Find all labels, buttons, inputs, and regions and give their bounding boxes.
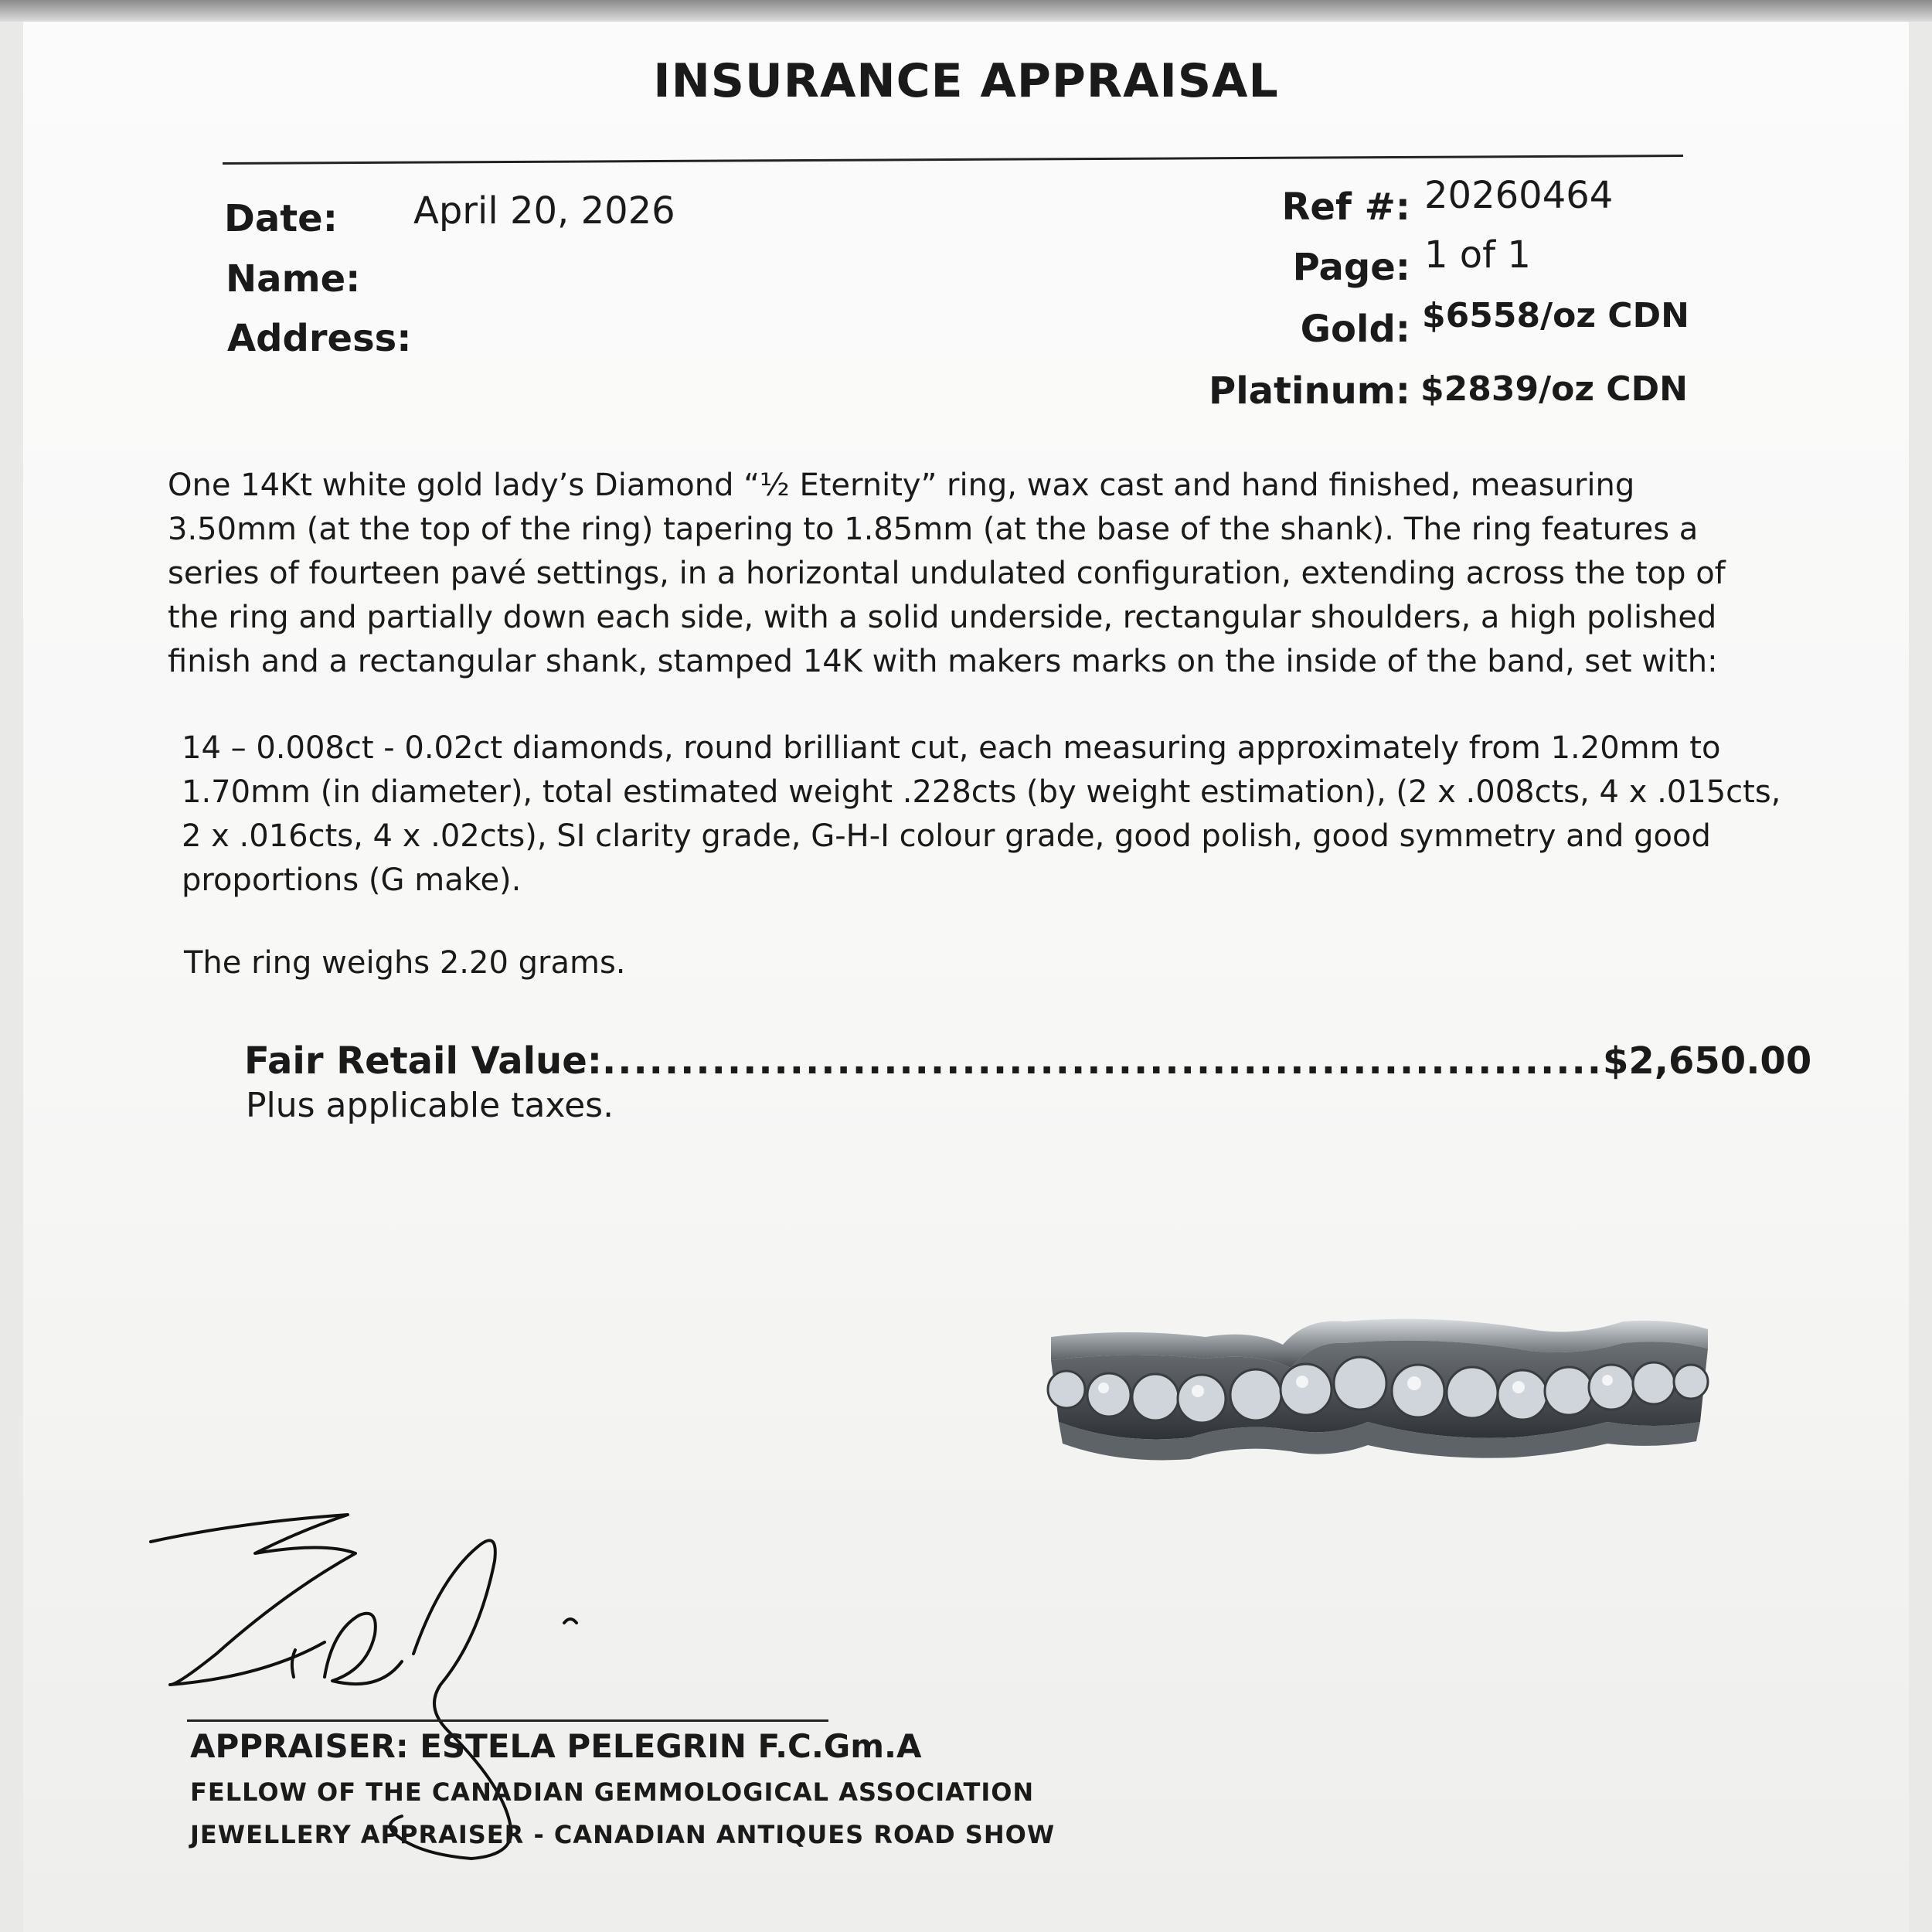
description-line: finish and a rectangular shank, stamped 14K with makers marks on the inside of the band, set with:: [168, 644, 1718, 679]
signature-mark: [147, 1499, 626, 1862]
page-label: Page:: [1292, 246, 1410, 289]
gold-value: $6558/oz CDN: [1422, 296, 1689, 335]
description-line: One 14Kt white gold lady’s Diamond “½ Eternity” ring, wax cast and hand finished, measuring: [168, 468, 1635, 503]
diamond-line: 14 – 0.008ct - 0.02ct diamonds, round brilliant cut, each measuring approximately from 1.20mm to: [182, 730, 1721, 766]
document-title: INSURANCE APPRAISAL: [653, 54, 1279, 108]
fair-retail-value: [244, 1039, 1811, 1083]
description-line: 3.50mm (at the top of the ring) tapering to 1.85mm (at the base of the shank). The ring features a: [168, 512, 1699, 547]
ring-description: [168, 464, 1726, 684]
page-value: 1 of 1: [1424, 233, 1531, 277]
platinum-value: $2839/oz CDN: [1420, 369, 1688, 409]
tax-note: Plus applicable taxes.: [246, 1086, 614, 1125]
diamond-line: proportions (G make).: [182, 862, 522, 898]
date-label: Date:: [224, 197, 338, 240]
description-line: series of fourteen pavé settings, in a horizontal undulated configuration, extending across the top of: [168, 556, 1726, 591]
appraiser-credential: FELLOW OF THE CANADIAN GEMMOLOGICAL ASSOCIATION: [190, 1777, 1035, 1807]
gold-label: Gold:: [1300, 308, 1410, 351]
date-value: April 20, 2026: [413, 189, 675, 233]
ring-photo: [1036, 1306, 1716, 1492]
diamond-details: [182, 726, 1781, 903]
fair-retail-label: Fair Retail Value:: [244, 1039, 602, 1083]
diamond-line: 1.70mm (in diameter), total estimated weight .228cts (by weight estimation), (2 x .008cts, 4 x .015cts,: [182, 774, 1781, 810]
photo-edge: [0, 0, 1932, 22]
address-label: Address:: [227, 317, 412, 360]
appraiser-name: APPRAISER: ESTELA PELEGRIN F.C.Gm.A: [190, 1727, 922, 1765]
description-line: the ring and partially down each side, with a solid underside, rectangular shoulders, a high polished: [168, 600, 1717, 635]
leader-dots: ................................................................: [601, 1039, 1603, 1083]
platinum-label: Platinum:: [1209, 369, 1410, 413]
appraiser-credential: JEWELLERY APPRAISER - CANADIAN ANTIQUES ROAD SHOW: [190, 1820, 1056, 1849]
ring-weight: The ring weighs 2.20 grams.: [184, 945, 626, 981]
signature-line: [187, 1719, 828, 1722]
fair-retail-amount: $2,650.00: [1602, 1039, 1812, 1083]
ref-value: 20260464: [1424, 174, 1614, 217]
name-label: Name:: [226, 257, 361, 301]
diamond-line: 2 x .016cts, 4 x .02cts), SI clarity grade, G-H-I colour grade, good polish, good symmetry and good: [182, 818, 1711, 854]
ref-label: Ref #:: [1281, 185, 1410, 229]
